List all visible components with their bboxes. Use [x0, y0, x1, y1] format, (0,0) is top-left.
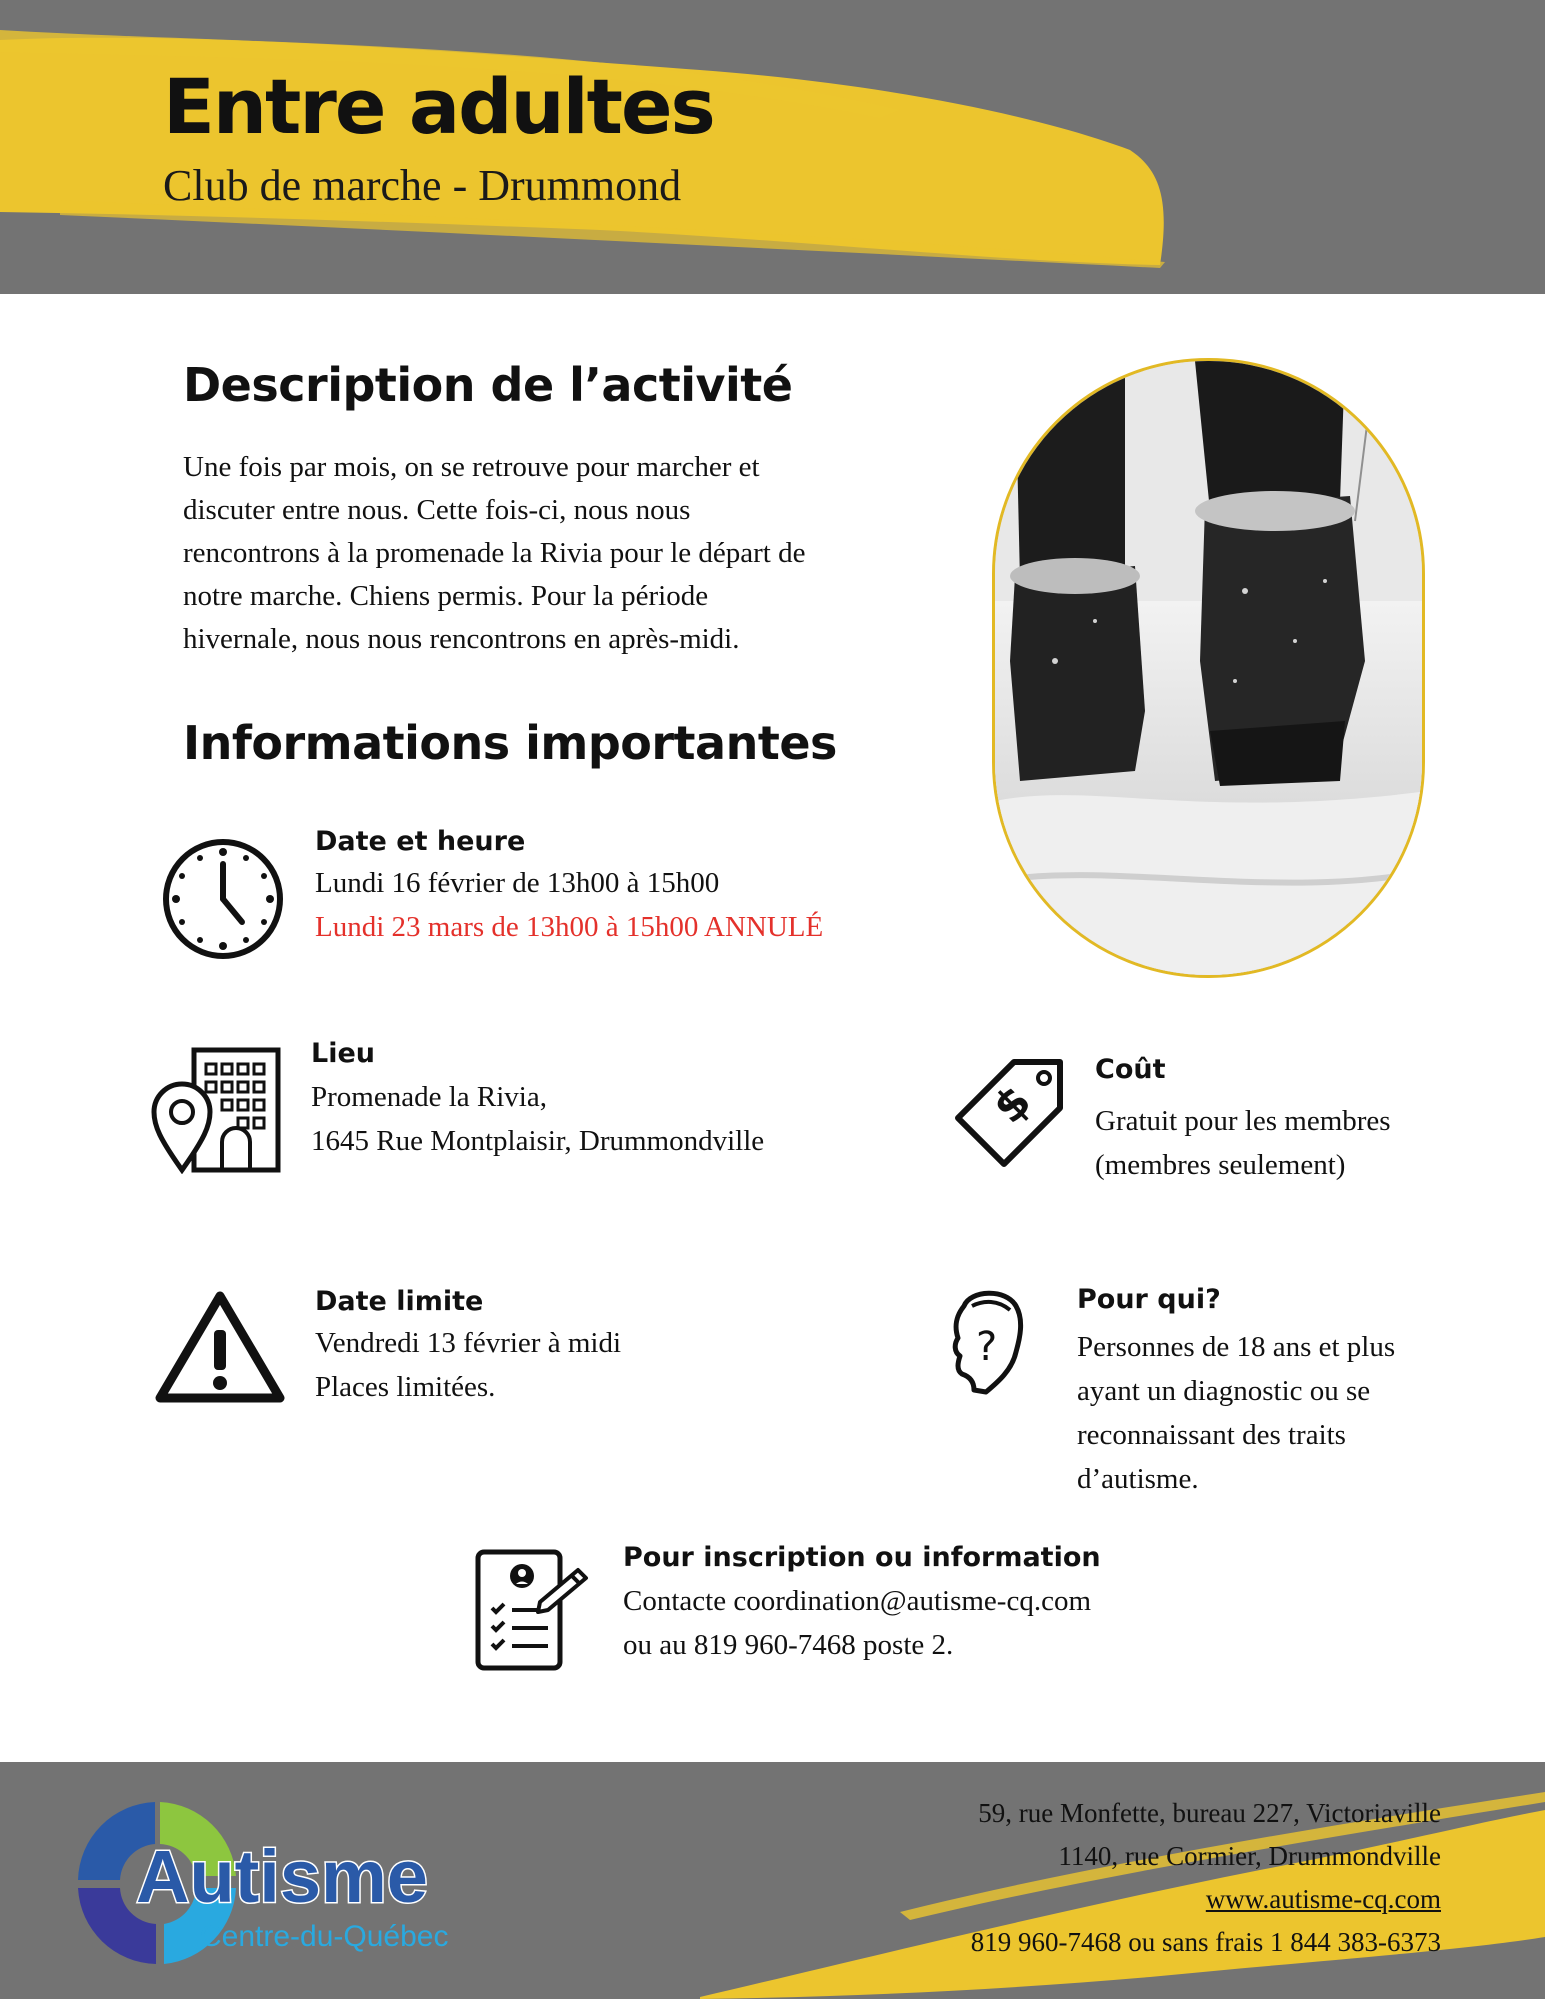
footer-website-link[interactable]: www.autisme-cq.com	[1205, 1884, 1441, 1914]
limite-label: Date limite	[315, 1286, 484, 1317]
cout-line-2: (membres seulement)	[1095, 1149, 1346, 1181]
page-title: Entre adultes	[163, 62, 714, 151]
warning-icon	[154, 1288, 286, 1404]
lieu-line-2: 1645 Rue Montplaisir, Drummondville	[311, 1125, 765, 1157]
logo-sub-text: Centre-du-Québec	[200, 1920, 449, 1953]
lieu-label: Lieu	[311, 1038, 375, 1069]
date-line-1: Lundi 16 février de 13h00 à 15h00	[315, 867, 720, 899]
price-tag-icon	[952, 1054, 1068, 1170]
description-heading: Description de l’activité	[183, 358, 793, 412]
building-location-icon	[150, 1044, 284, 1174]
inscription-email[interactable]: Contacte coordination@autisme-cq.com	[623, 1585, 1092, 1617]
page-subtitle: Club de marche - Drummond	[163, 161, 682, 210]
limite-line-1: Vendredi 13 février à midi	[315, 1327, 622, 1359]
inscription-phone: ou au 819 960-7468 poste 2.	[623, 1629, 954, 1661]
pourqui-label: Pour qui?	[1077, 1284, 1221, 1315]
lieu-line-1: Promenade la Rivia,	[311, 1081, 547, 1113]
footer-phone: 819 960-7468 ou sans frais 1 844 383-6373	[970, 1927, 1441, 1957]
autisme-logo[interactable]	[60, 1784, 480, 1974]
footer	[0, 1762, 1545, 1999]
header-banner	[0, 0, 1545, 294]
footer-address-1: 59, rue Monfette, bureau 227, Victoriaville	[978, 1798, 1441, 1828]
cout-line-1: Gratuit pour les membres	[1095, 1105, 1391, 1137]
footer-address-2: 1140, rue Cormier, Drummondville	[1058, 1841, 1441, 1871]
pourqui-line-1: Personnes de 18 ans et plus	[1077, 1331, 1396, 1363]
person-question-icon	[950, 1286, 1026, 1396]
clipboard-checklist-icon	[474, 1546, 590, 1672]
limite-line-2: Places limitées.	[315, 1371, 496, 1403]
description-text: Une fois par mois, on se retrouve pour marcher et discuter entre nous. Cette fois-ci, nous nous rencontrons à la promenade la Rivia pour le départ de notre marche. Chiens permis. Pour la période hivernale, nous nous rencontrons en après-midi.	[183, 451, 806, 655]
date-label: Date et heure	[315, 826, 526, 857]
info-heading: Informations importantes	[183, 716, 837, 770]
pourqui-line-4: d’autisme.	[1077, 1463, 1199, 1495]
cout-label: Coût	[1095, 1054, 1166, 1085]
date-line-2-cancelled: Lundi 23 mars de 13h00 à 15h00 ANNULÉ	[315, 911, 824, 943]
pourqui-line-2: ayant un diagnostic ou se	[1077, 1375, 1371, 1407]
svg-text:$: $	[983, 1075, 1042, 1134]
clock-icon	[160, 836, 286, 962]
pourqui-line-3: reconnaissant des traits	[1077, 1419, 1346, 1451]
inscription-label: Pour inscription ou information	[623, 1542, 1101, 1573]
svg-text:?: ?	[976, 1324, 998, 1370]
winter-boots-photo	[992, 358, 1425, 978]
footer-contact	[971, 1792, 1441, 1964]
logo-main-text: Autisme	[136, 1835, 428, 1918]
